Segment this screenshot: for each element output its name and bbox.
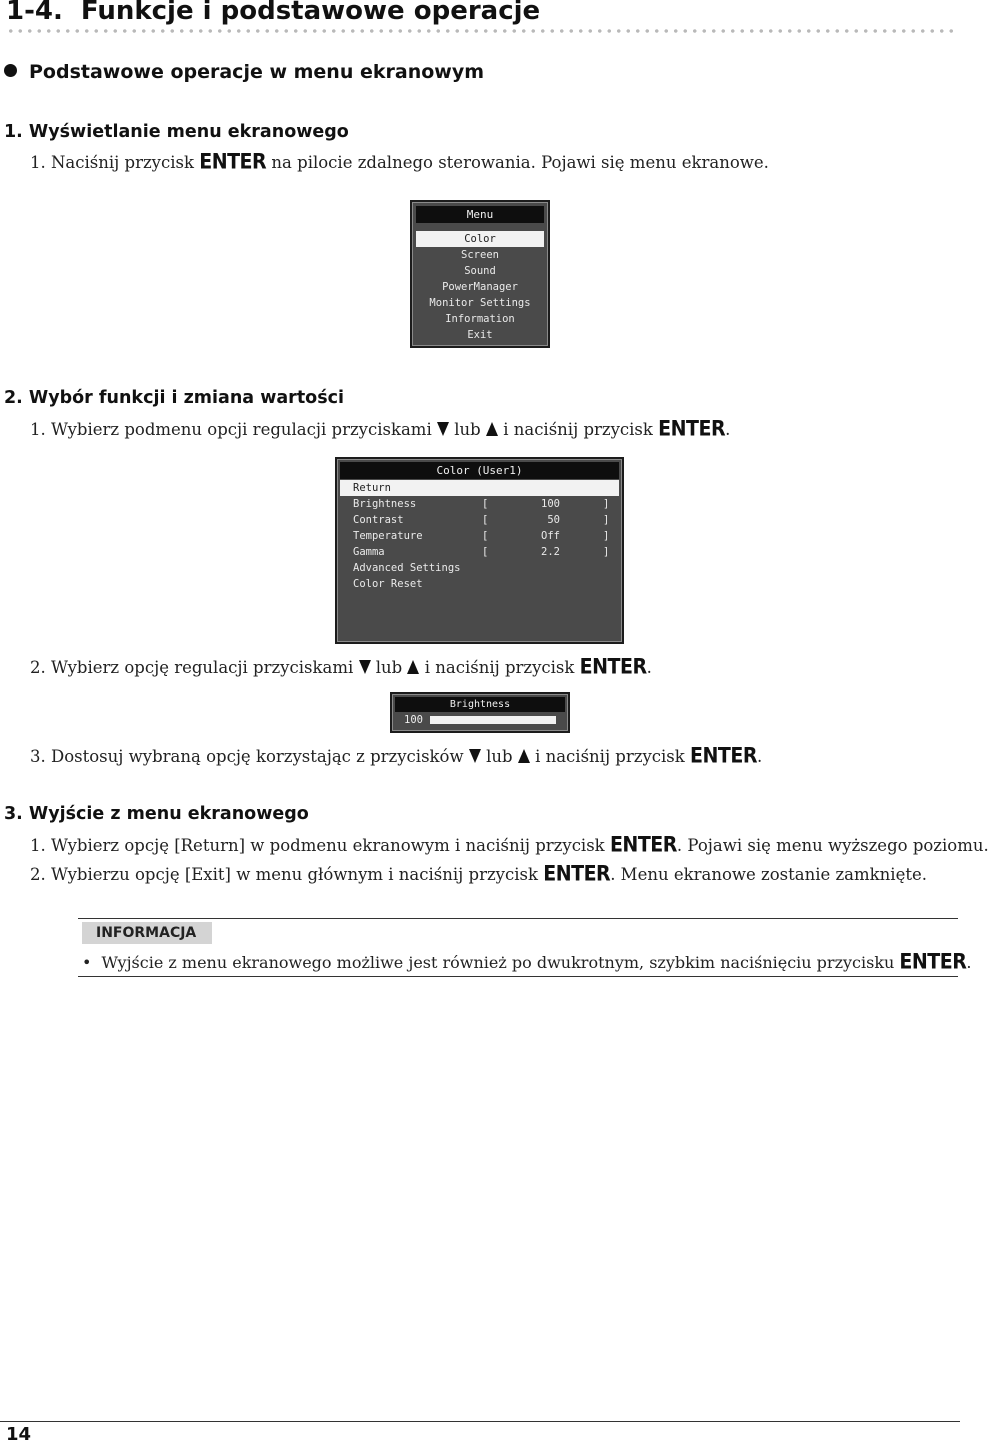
bullet: • bbox=[82, 953, 92, 972]
osd-color-menu bbox=[335, 457, 624, 644]
osd-item-label: Contrast bbox=[353, 514, 404, 526]
down-arrow-icon bbox=[359, 660, 371, 674]
step-text: na pilocie zdalnego sterowania. Pojawi się menu ekranowe. bbox=[271, 153, 769, 172]
osd-item-information: Information bbox=[445, 313, 515, 325]
osd-item-label: Return bbox=[353, 482, 391, 494]
chapter-title: Funkcje i podstawowe operacje bbox=[80, 0, 541, 26]
step-text: 1. Wybierz opcję [Return] w podmenu ekranowym i naciśnij przycisk bbox=[30, 836, 605, 855]
osd-item-label: Brightness bbox=[353, 498, 417, 510]
step-text: i naciśnij przycisk bbox=[535, 747, 685, 766]
osd-menu-title: Color (User1) bbox=[340, 462, 619, 479]
osd-item-value: Off bbox=[541, 530, 560, 542]
step-text: 3. Dostosuj wybraną opcję korzystając z przycisków bbox=[30, 747, 464, 766]
step-text: i naciśnij przycisk bbox=[503, 420, 653, 439]
osd-item-label: Temperature bbox=[353, 530, 423, 542]
section-heading bbox=[4, 61, 484, 83]
osd-bracket: ] bbox=[603, 514, 610, 526]
osd-item-color: Color bbox=[416, 231, 544, 247]
down-arrow-icon bbox=[437, 422, 449, 436]
osd-row-color-reset bbox=[340, 576, 619, 592]
step-exit-1 bbox=[30, 834, 989, 856]
info-note bbox=[82, 951, 971, 973]
info-text: Wyjście z menu ekranowego możliwe jest również po dwukrotnym, szybkim naciśnięciu przycisku bbox=[101, 953, 895, 972]
osd-bracket: [ bbox=[482, 546, 489, 558]
step-text: . bbox=[646, 658, 652, 677]
step-text: 2. Wybierz opcję regulacji przyciskami bbox=[30, 658, 354, 677]
chapter-heading bbox=[6, 0, 540, 26]
osd-row-gamma bbox=[340, 544, 619, 560]
osd-bracket: ] bbox=[603, 530, 610, 542]
osd-main-menu bbox=[410, 200, 550, 348]
step-text: . bbox=[725, 420, 731, 439]
up-arrow-icon bbox=[407, 660, 419, 674]
subheading-select-function: 2. Wybór funkcji i zmiana wartości bbox=[4, 388, 344, 408]
step-text: 1. Wybierz podmenu opcji regulacji przyciskami bbox=[30, 420, 432, 439]
enter-key-label: ENTER bbox=[609, 832, 677, 858]
bullet-dot-icon bbox=[4, 64, 17, 77]
osd-item-value: 50 bbox=[547, 514, 560, 526]
step-text: i naciśnij przycisk bbox=[424, 658, 575, 677]
step-select-2 bbox=[30, 656, 652, 678]
osd-item-monitor-settings: Monitor Settings bbox=[429, 297, 531, 309]
info-label: INFORMACJA bbox=[82, 922, 212, 944]
osd-item-return bbox=[340, 480, 619, 496]
info-bottom-rule bbox=[78, 976, 958, 977]
osd-bracket: ] bbox=[603, 498, 610, 510]
section-title: Podstawowe operacje w menu ekranowym bbox=[29, 61, 485, 83]
osd-item-label: Gamma bbox=[353, 546, 385, 558]
step-text: 2. Wybierzu opcję [Exit] w menu głównym i naciśnij przycisk bbox=[30, 865, 538, 884]
osd-item-sound: Sound bbox=[464, 265, 496, 277]
osd-item-value: 2.2 bbox=[541, 546, 560, 558]
step-text: lub bbox=[486, 747, 513, 766]
step-display-1 bbox=[30, 151, 769, 173]
step-text: 1. Naciśnij przycisk bbox=[30, 153, 194, 172]
step-select-3 bbox=[30, 745, 762, 767]
osd-item-exit: Exit bbox=[467, 329, 493, 341]
osd-brightness-adjust bbox=[390, 692, 570, 733]
step-text: . bbox=[756, 747, 763, 766]
osd-item-screen: Screen bbox=[461, 249, 499, 261]
osd-row-advanced-settings bbox=[340, 560, 619, 576]
enter-key-label: ENTER bbox=[899, 949, 967, 975]
page-number: 14 bbox=[6, 1424, 32, 1445]
osd-brightness-value: 100 bbox=[404, 714, 423, 726]
osd-row-brightness bbox=[340, 496, 619, 512]
osd-bracket: ] bbox=[603, 546, 610, 558]
info-text: . bbox=[966, 953, 972, 972]
chapter-number: 1-4. bbox=[6, 0, 63, 26]
osd-menu-title: Menu bbox=[416, 206, 544, 223]
step-exit-2 bbox=[30, 863, 927, 885]
step-text: lub bbox=[375, 658, 403, 677]
footer-rule bbox=[0, 1421, 960, 1422]
up-arrow-icon bbox=[518, 749, 530, 763]
osd-item-powermanager: PowerManager bbox=[442, 281, 518, 293]
up-arrow-icon bbox=[486, 422, 498, 436]
subheading-exit-menu: 3. Wyjście z menu ekranowego bbox=[4, 804, 309, 824]
step-text: lub bbox=[454, 420, 481, 439]
subheading-display-menu: 1. Wyświetlanie menu ekranowego bbox=[4, 122, 349, 142]
step-text: . Menu ekranowe zostanie zamknięte. bbox=[610, 865, 927, 884]
osd-item-label: Advanced Settings bbox=[353, 562, 461, 574]
enter-key-label: ENTER bbox=[690, 743, 757, 769]
step-select-1 bbox=[30, 418, 730, 440]
info-top-rule bbox=[78, 918, 958, 919]
osd-brightness-bar bbox=[430, 716, 556, 724]
enter-key-label: ENTER bbox=[543, 861, 611, 887]
osd-bracket: [ bbox=[482, 514, 489, 526]
osd-bracket: [ bbox=[482, 498, 489, 510]
enter-key-label: ENTER bbox=[579, 654, 647, 680]
dotted-divider bbox=[6, 28, 956, 34]
osd-bracket: [ bbox=[482, 530, 489, 542]
enter-key-label: ENTER bbox=[199, 149, 267, 175]
osd-item-label: Color Reset bbox=[353, 578, 423, 590]
step-text: . Pojawi się menu wyższego poziomu. bbox=[676, 836, 989, 855]
osd-item-value: 100 bbox=[541, 498, 560, 510]
osd-row-contrast bbox=[340, 512, 619, 528]
down-arrow-icon bbox=[469, 749, 481, 763]
enter-key-label: ENTER bbox=[658, 416, 726, 442]
osd-row-temperature bbox=[340, 528, 619, 544]
osd-menu-title: Brightness bbox=[395, 697, 565, 712]
